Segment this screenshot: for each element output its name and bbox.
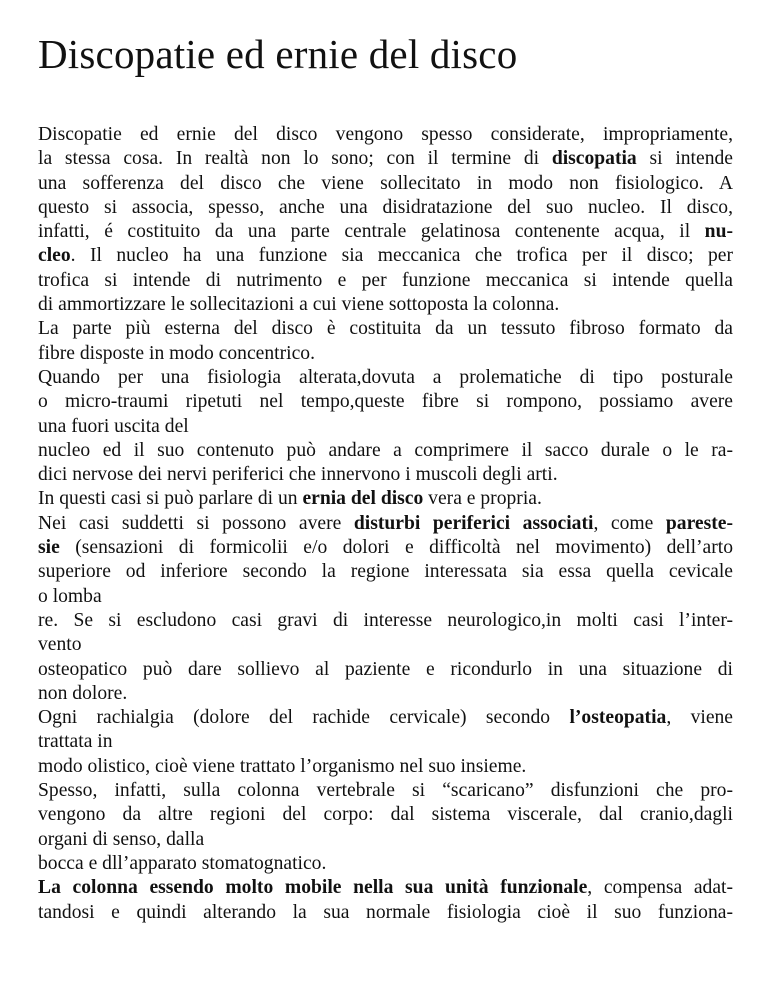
document-body [38,123,733,925]
text-segment: vento [38,634,82,656]
text-segment: (sensazioni di formicolii e/o dolori e difficoltà nel movimento) dell’arto [59,537,733,559]
document-page [38,0,733,925]
bold-text: cleo [38,245,71,267]
bold-text: ernia del disco [302,488,424,510]
document-title: Discopatie ed ernie del disco [38,31,518,77]
text-line [38,439,733,463]
text-line [38,220,733,244]
bold-text: sie [38,537,60,559]
text-line [38,585,733,609]
text-segment: questo si associa, spesso, anche una disidratazione del suo nucleo. Il disco, [38,196,733,218]
text-segment: Nei casi suddetti si possono avere [38,512,354,534]
text-segment: bocca e dll’apparato stomatognatico. [38,852,327,874]
text-segment: modo olistico, cioè viene trattato l’organismo nel suo insieme. [38,755,527,777]
text-line [38,803,733,827]
text-segment: . Il nucleo ha una funzione sia meccanica che trofica per il disco; per [70,245,733,267]
text-segment: infatti, é costituito da una parte centrale gelatinosa contenente acqua, il [38,221,705,243]
text-line [38,876,733,900]
text-line [38,123,733,147]
text-line [38,390,733,414]
text-segment: o lomba [38,585,102,607]
text-segment: osteopatico può dare sollievo al paziente e ricondurlo in una situazione di [38,658,733,680]
text-line [38,609,733,633]
text-segment: si intende [636,148,733,170]
text-line [38,487,733,511]
text-line [38,536,733,560]
text-segment: di ammortizzare le sollecitazioni a cui viene sottoposta la colonna. [38,294,560,316]
text-segment: , compensa adat- [587,877,733,899]
text-line [38,366,733,390]
text-line [38,293,733,317]
text-line [38,342,733,366]
text-line [38,244,733,268]
text-line [38,852,733,876]
text-segment: o micro-traumi ripetuti nel tempo,queste fibre si rompono, possiamo avere [38,391,733,413]
text-line [38,755,733,779]
text-segment: superiore od inferiore secondo la regione interessata sia essa quella cevicale [38,561,733,583]
text-segment: Ogni rachialgia (dolore del rachide cervicale) secondo [38,707,570,729]
text-segment: una fuori uscita del [38,415,189,437]
text-segment: organi di senso, dalla [38,828,205,850]
text-segment: la stessa cosa. In realtà non lo sono; con il termine di [38,148,552,170]
text-segment: vengono da altre regioni del corpo: dal sistema viscerale, dal cranio,dagli [38,804,733,826]
text-segment: re. Se si escludono casi gravi di interesse neurologico,in molti casi l’inter- [38,609,733,631]
text-segment: dici nervose dei nervi periferici che innervono i muscoli degli arti. [38,464,558,486]
text-line [38,633,733,657]
text-line [38,560,733,584]
text-segment: fibre disposte in modo concentrico. [38,342,315,364]
text-line [38,196,733,220]
text-line [38,172,733,196]
text-segment: , viene [666,707,734,729]
text-line [38,512,733,536]
text-line [38,828,733,852]
bold-text: l’osteopatia [569,707,667,729]
text-line [38,317,733,341]
text-line [38,706,733,730]
text-line [38,658,733,682]
text-line [38,779,733,803]
text-segment: Discopatie ed ernie del disco vengono spesso considerate, impropriamente, [38,124,733,145]
text-line [38,730,733,754]
text-segment: trofica si intende di nutrimento e per funzione meccanica si intende quella [38,269,733,291]
text-line [38,269,733,293]
text-segment: Quando per una fisiologia alterata,dovuta a prolematiche di tipo posturale [38,366,733,388]
text-segment: non dolore. [38,682,128,704]
bold-text: La colonna essendo molto mobile nella sua unità funzionale [38,877,588,899]
text-segment: , come [593,512,666,534]
text-segment: trattata in [38,731,113,753]
text-segment: La parte più esterna del disco è costituita da un tessuto fibroso formato da [38,318,733,340]
bold-text: disturbi periferici associati [353,512,594,534]
text-line [38,901,733,925]
text-segment: tandosi e quindi alterando la sua normale fisiologia cioè il suo funziona- [38,901,733,923]
text-line [38,463,733,487]
text-segment: una sofferenza del disco che viene sollecitato in modo non fisiologico. A [38,172,733,194]
text-line [38,147,733,171]
text-segment: In questi casi si può parlare di un [38,488,303,510]
bold-text: discopatia [551,148,637,170]
text-segment: Spesso, infatti, sulla colonna vertebrale si “scaricano” disfunzioni che pro- [38,780,733,802]
text-segment: vera e propria. [423,488,542,510]
bold-text: pareste- [665,512,733,534]
text-line [38,415,733,439]
text-line [38,682,733,706]
bold-text: nu- [704,221,733,243]
text-segment: nucleo ed il suo contenuto può andare a comprimere il sacco durale o le ra- [38,439,733,461]
